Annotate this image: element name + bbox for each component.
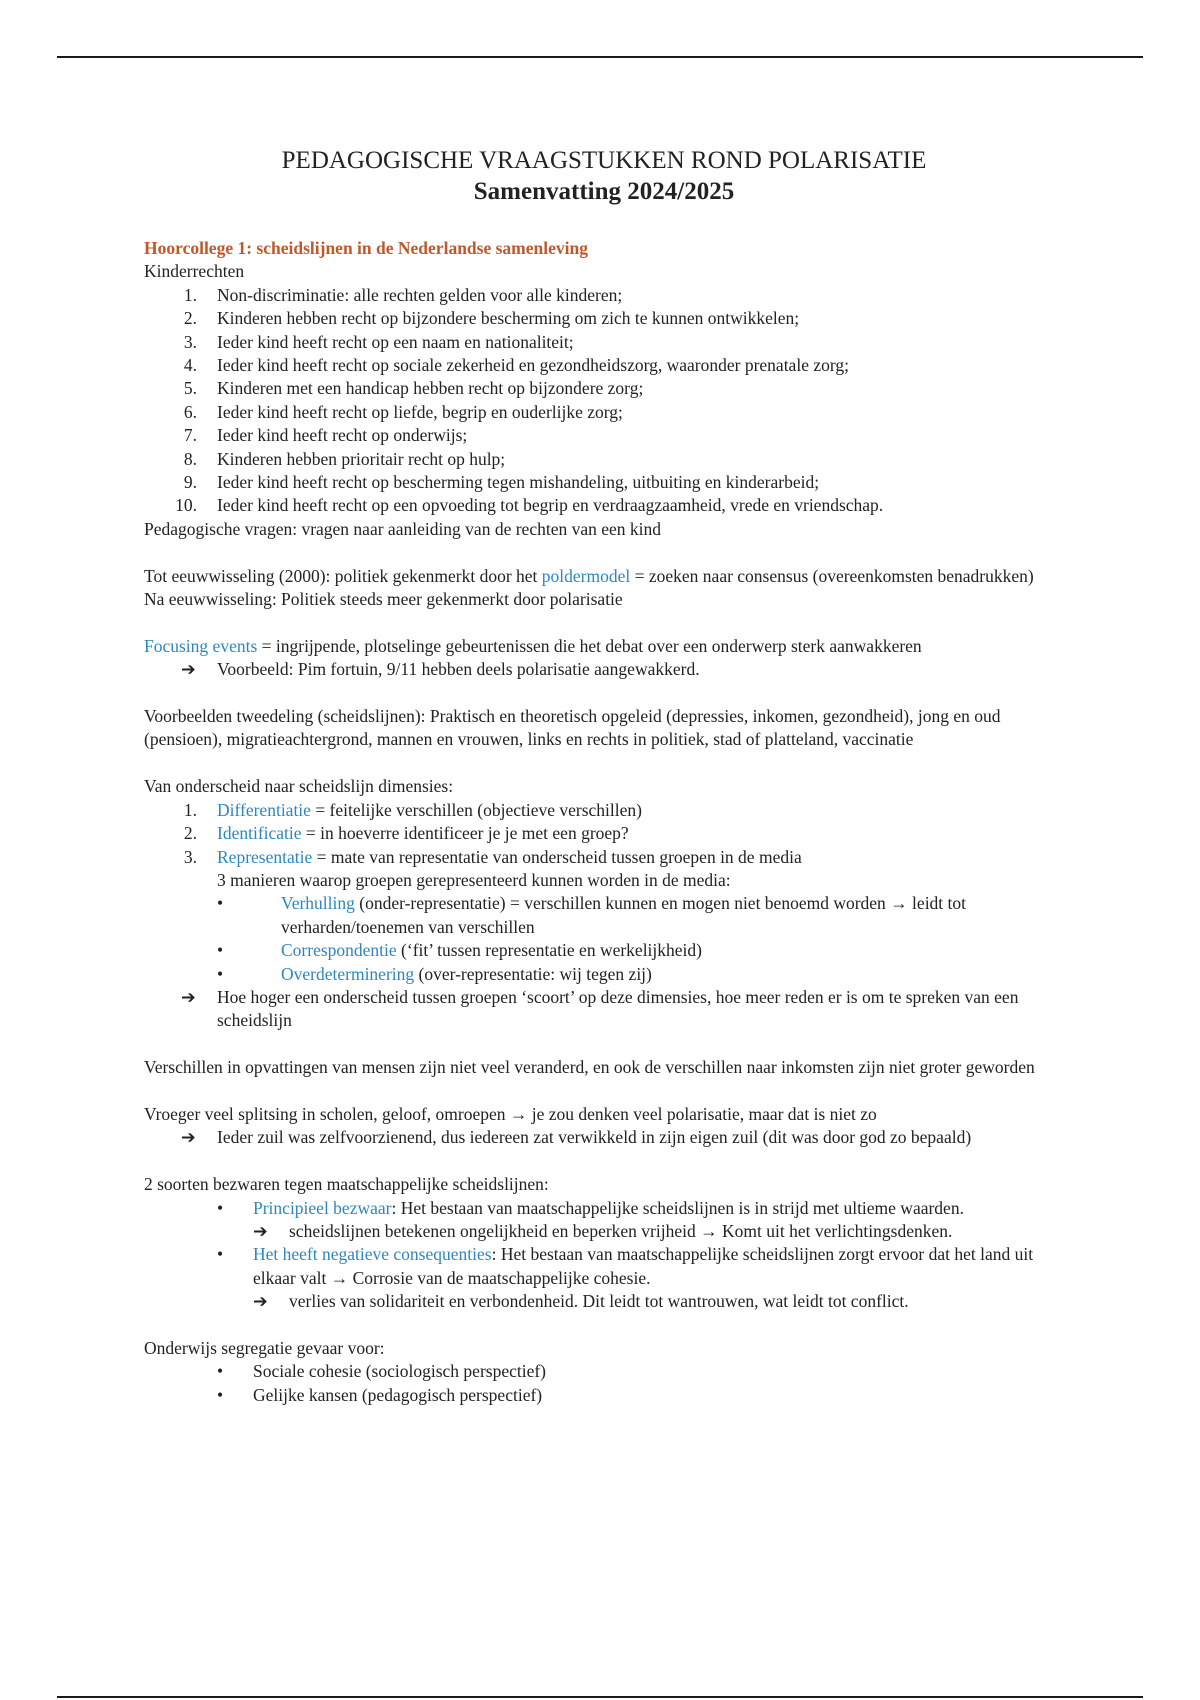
focus-example: ➔ Voorbeeld: Pim fortuin, 9/11 hebben deels polarisatie aangewakkerd. (144, 658, 1064, 681)
kinderrechten-list (144, 284, 1064, 518)
list-item: 6. Ieder kind heeft recht op liefde, begrip en ouderlijke zorg; (183, 401, 623, 422)
bullet-icon: • (217, 1197, 224, 1218)
section-heading: Hoorcollege 1: scheidslijnen in de Nederlandse samenleving (144, 238, 588, 258)
segregatie-label: Onderwijs segregatie gevaar voor: (144, 1337, 385, 1358)
tweedeling-paragraph: Voorbeelden tweedeling (scheidslijnen): Praktisch en theoretisch opgeleid (depressies, inkomen, gezondheid), jong en oud (pensioen), migratieachtergrond, mannen en vrouwen, links en rechts in politiek, stad of platteland, vaccinatie (144, 706, 1001, 750)
list-item: 3. Representatie = mate van representatie van onderscheid tussen groepen in de media (183, 846, 802, 867)
bullet-icon: • (217, 1384, 224, 1405)
term-representatie: Representatie (217, 846, 313, 867)
kinderrechten-label: Kinderrechten (144, 261, 245, 282)
list-item: 1. Differentiatie = feitelijke verschillen (objectieve verschillen) (183, 799, 642, 820)
list-item: 2. Identificatie = in hoeverre identificeer je je met een groep? (183, 823, 629, 844)
document-page (144, 145, 1064, 1407)
list-item: 9. Ieder kind heeft recht op bescherming tegen mishandeling, uitbuiting en kinderarbeid; (183, 472, 820, 493)
term-correspondentie: Correspondentie (281, 940, 397, 961)
vroeger-paragraph: Vroeger veel splitsing in scholen, geloof, omroepen → je zou denken veel polarisatie, maar dat is niet zo (144, 1103, 877, 1124)
pedagogische-vragen: Pedagogische vragen: vragen naar aanleiding van de rechten van een kind (144, 518, 662, 539)
term-principieel-bezwaar: Principieel bezwaar (253, 1197, 392, 1218)
bezwaar-sub-note: ➔ verlies van solidariteit en verbondenheid. Dit leidt tot wantrouwen, wat leidt tot conflict. (144, 1290, 1064, 1313)
zuil-note: ➔ Ieder zuil was zelfvoorzienend, dus iedereen zat verwikkeld in zijn eigen zuil (dit was door god zo bepaald) (144, 1126, 1064, 1149)
term-differentiatie: Differentiatie (217, 799, 311, 820)
opvattingen-paragraph: Verschillen in opvattingen van mensen zijn niet veel veranderd, en ook de verschillen naar inkomsten zijn niet groter geworden (144, 1057, 1035, 1078)
focusing-events-paragraph: Focusing events = ingrijpende, plotselinge gebeurtenissen die het debat over een onderwerp sterk aanwakkeren (144, 635, 922, 656)
document-subtitle: Samenvatting 2024/2025 (473, 178, 735, 205)
eeuwwisseling-paragraph: Tot eeuwwisseling (2000): politiek gekenmerkt door het poldermodel = zoeken naar consensus (overeenkomsten benadrukken) (144, 565, 1034, 586)
list-item: • Overdeterminering (over-representatie: wij tegen zij) (144, 963, 1064, 986)
arrow-right-icon: ➔ (181, 659, 196, 680)
dimensies-conclusie: ➔ Hoe hoger een onderscheid tussen groepen ‘scoort’ op deze dimensies, hoe meer reden er is om te spreken van een scheidslijn (181, 986, 1019, 1031)
term-overdeterminering: Overdeterminering (281, 963, 415, 984)
term-poldermodel: poldermodel (541, 565, 631, 586)
bezwaren-label: 2 soorten bezwaren tegen maatschappelijke scheidslijnen: (144, 1174, 549, 1195)
term-negatieve-consequenties: Het heeft negatieve consequenties (253, 1244, 492, 1265)
bullet-icon: • (217, 963, 224, 984)
header-rule (57, 56, 1143, 58)
bezwaar-sub-note: ➔ scheidslijnen betekenen ongelijkheid en beperken vrijheid → Komt uit het verlichtingsdenken. (144, 1220, 1064, 1243)
arrow-right-icon: ➔ (181, 986, 196, 1007)
list-item: • Sociale cohesie (sociologisch perspectief) (144, 1360, 1064, 1383)
manieren-label: 3 manieren waarop groepen gerepresenteerd kunnen worden in de media: (217, 869, 731, 890)
list-item: • Gelijke kansen (pedagogisch perspectief) (144, 1384, 1064, 1407)
bullet-icon: • (217, 1361, 224, 1382)
list-item: 8. Kinderen hebben prioritair recht op hulp; (183, 448, 506, 469)
list-item: • Principieel bezwaar: Het bestaan van maatschappelijke scheidslijnen is in strijd met ultieme waarden. (144, 1197, 1064, 1220)
term-verhulling: Verhulling (281, 893, 355, 914)
list-item: 4. Ieder kind heeft recht op sociale zekerheid en gezondheidszorg, waaronder prenatale zorg; (183, 355, 849, 376)
list-item: 5. Kinderen met een handicap hebben recht op bijzondere zorg; (183, 378, 644, 399)
term-identificatie: Identificatie (217, 823, 302, 844)
document-title: PEDAGOGISCHE VRAAGSTUKKEN ROND POLARISATIE (281, 147, 927, 174)
bullet-icon: • (217, 893, 224, 914)
list-item: 7. Ieder kind heeft recht op onderwijs; (183, 425, 468, 446)
list-item: • Het heeft negatieve consequenties: Het bestaan van maatschappelijke scheidslijnen zorgt ervoor dat het land uit elkaar valt → Corrosie van de maatschappelijke cohesie. (217, 1244, 1034, 1288)
arrow-right-icon: ➔ (253, 1220, 268, 1241)
arrow-right-icon: ➔ (181, 1127, 196, 1148)
list-item: • Verhulling (onder-representatie) = verschillen kunnen en mogen niet benoemd worden → leidt tot verharden/toenemen van verschillen (217, 893, 967, 937)
term-focusing-events: Focusing events (144, 635, 258, 656)
list-item: 1. Non-discriminatie: alle rechten gelden voor alle kinderen; (183, 284, 623, 305)
list-item: 2. Kinderen hebben recht op bijzondere bescherming om zich te kunnen ontwikkelen; (183, 308, 800, 329)
footer-rule (57, 1696, 1143, 1698)
list-item: 3. Ieder kind heeft recht op een naam en nationaliteit; (183, 331, 574, 352)
list-item: 10. Ieder kind heeft recht op een opvoeding tot begrip en verdraagzaamheid, vrede en vriendschap. (175, 495, 884, 516)
arrow-right-icon: ➔ (253, 1291, 268, 1312)
dimensies-list (144, 799, 1064, 869)
bullet-icon: • (217, 1244, 224, 1265)
na-eeuwwisseling: Na eeuwwisseling: Politiek steeds meer gekenmerkt door polarisatie (144, 589, 623, 610)
bullet-icon: • (217, 940, 224, 961)
dimensies-label: Van onderscheid naar scheidslijn dimensies: (144, 776, 454, 797)
list-item: • Correspondentie (‘fit’ tussen representatie en werkelijkheid) (144, 939, 1064, 962)
